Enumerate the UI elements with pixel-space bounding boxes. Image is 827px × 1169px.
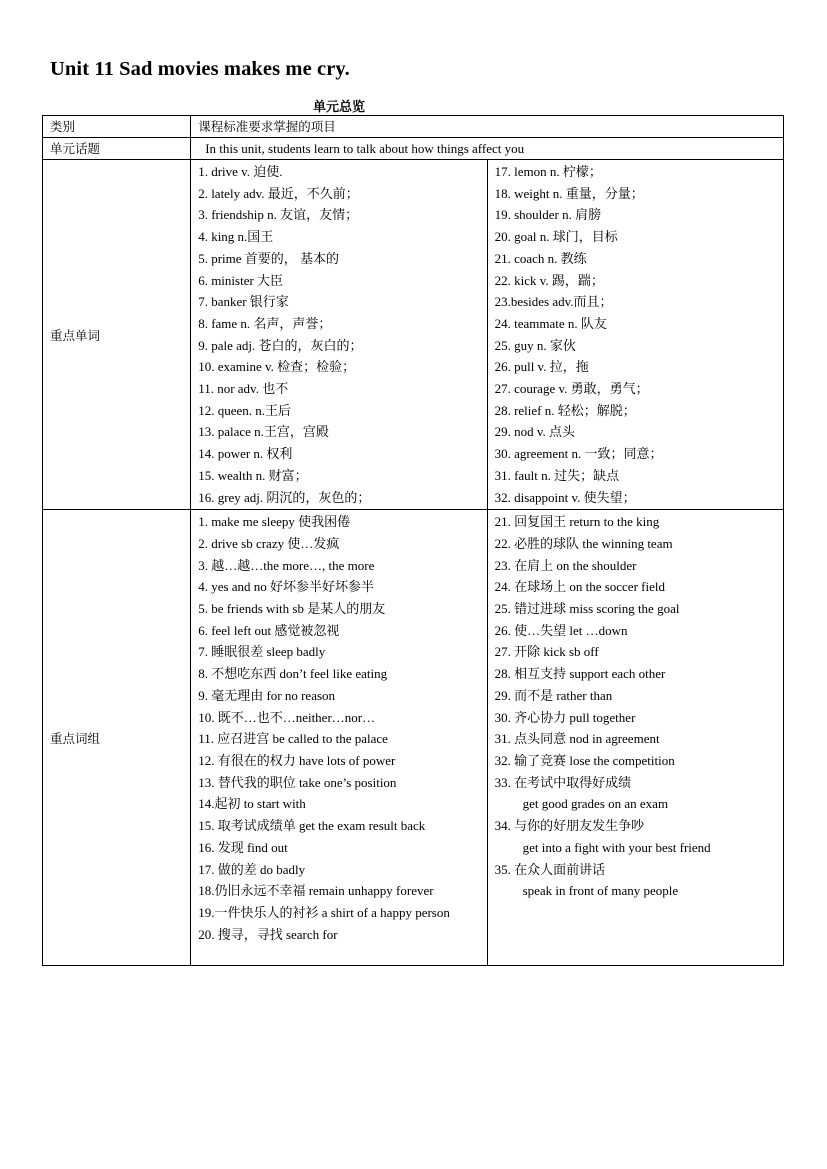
topic-text: In this unit, students learn to talk about how things affect you — [205, 141, 525, 156]
word-item: 30. agreement n. 一致；同意； — [494, 446, 663, 462]
phrase-item: 7. 睡眠很差 sleep badly — [198, 644, 326, 660]
unit-overview-table — [42, 115, 784, 966]
word-item: 28. relief n. 轻松；解脱； — [494, 402, 636, 418]
phrase-item: 33. 在考试中取得好成绩 — [494, 774, 632, 790]
phrase-item: 14.起初 to start with — [198, 796, 306, 812]
phrase-item: 8. 不想吃东西 don’t feel like eating — [198, 666, 388, 682]
key-phrases-row — [43, 510, 784, 966]
phrase-item: get into a fight with your best friend — [522, 839, 711, 855]
key-phrases-left-list — [191, 510, 486, 946]
phrase-item: 3. 越…越…the more…, the more — [198, 557, 375, 573]
word-item: 1. drive v. 迫使. — [198, 164, 283, 179]
header-category-label: 类别 — [50, 119, 76, 134]
word-item: 21. coach n. 教练 — [494, 250, 587, 266]
header-items-cell — [191, 116, 784, 138]
word-item: 12. queen. n.王后 — [198, 402, 291, 418]
overview-heading: 单元总览 — [313, 100, 366, 115]
word-item: 15. wealth n. 财富； — [198, 467, 308, 483]
phrase-item: 19.一件快乐人的衬衫 a shirt of a happy person — [198, 904, 450, 920]
word-item: 7. banker 银行家 — [198, 294, 289, 310]
phrase-item: 28. 相互支持 support each other — [494, 666, 666, 682]
phrase-item: 15. 取考试成绩单 get the exam result back — [198, 818, 426, 834]
phrase-item: 22. 必胜的球队 the winning team — [494, 535, 673, 551]
phrase-item: 4. yes and no 好坏参半好坏参半 — [198, 579, 375, 595]
key-words-label: 重点单词 — [43, 160, 191, 510]
word-item: 22. kick v. 踢，踹； — [494, 272, 604, 288]
word-item: 17. lemon n. 柠檬； — [494, 164, 602, 179]
phrase-item: 11. 应召进宫 be called to the palace — [198, 731, 388, 747]
phrase-item: speak in front of many people — [522, 883, 679, 899]
table-header-row — [43, 116, 784, 138]
topic-label-cell — [43, 138, 191, 160]
word-item: 32. disappoint v. 使失望； — [494, 489, 636, 505]
phrase-item: 27. 开除 kick sb off — [494, 644, 599, 660]
key-words-left-cell — [191, 160, 487, 510]
word-item: 3. friendship n. 友谊，友情； — [198, 207, 359, 223]
word-item: 14. power n. 权利 — [198, 446, 293, 462]
phrase-item: 6. feel left out 感觉被忽视 — [198, 622, 340, 638]
phrase-item: 29. 而不是 rather than — [494, 687, 613, 703]
phrase-item: 23. 在肩上 on the shoulder — [494, 557, 637, 573]
word-item: 10. examine v. 检查；检验； — [198, 359, 356, 375]
header-category-cell — [43, 116, 191, 138]
phrase-item: 32. 输了竞赛 lose the competition — [494, 752, 675, 768]
word-item: 8. fame n. 名声，声誉； — [198, 315, 332, 331]
phrase-item: 25. 错过进球 miss scoring the goal — [494, 601, 680, 617]
phrase-item: 21. 回复国王 return to the king — [494, 514, 660, 530]
key-phrases-left-cell — [191, 510, 487, 966]
key-phrases-right-cell — [487, 510, 783, 966]
phrase-item: 5. be friends with sb 是某人的朋友 — [198, 601, 386, 617]
phrase-item: 34. 与你的好朋友发生争吵 — [494, 818, 645, 834]
word-item: 2. lately adv. 最近，不久前； — [198, 185, 359, 201]
key-phrases-right-list — [488, 510, 783, 903]
phrase-item: 35. 在众人面前讲话 — [494, 861, 606, 877]
phrase-item: 16. 发现 find out — [198, 839, 288, 855]
word-item: 26. pull v. 拉，拖 — [494, 359, 589, 375]
phrase-item: 26. 使…失望 let …down — [494, 622, 628, 638]
key-words-right-list — [488, 160, 783, 509]
word-item: 6. minister 大臣 — [198, 272, 284, 288]
word-item: 18. weight n. 重量，分量； — [494, 185, 644, 201]
word-item: 9. pale adj. 苍白的，灰白的； — [198, 337, 363, 353]
phrase-item: get good grades on an exam — [522, 796, 669, 812]
topic-label: 单元话题 — [50, 141, 101, 156]
word-item: 25. guy n. 家伙 — [494, 337, 576, 353]
phrase-item: 12. 有很在的权力 have lots of power — [198, 752, 396, 768]
word-item: 5. prime 首要的， 基本的 — [198, 250, 340, 266]
word-item: 24. teammate n. 队友 — [494, 315, 607, 331]
word-item: 19. shoulder n. 肩膀 — [494, 207, 602, 223]
document-title: Unit 11 Sad movies makes me cry. — [50, 58, 350, 80]
phrase-item: 31. 点头同意 nod in agreement — [494, 731, 660, 747]
key-words-row — [43, 160, 784, 510]
phrase-item: 17. 做的差 do badly — [198, 861, 306, 877]
word-item: 13. palace n.王宫，宫殿 — [198, 424, 329, 440]
phrase-item: 9. 毫无理由 for no reason — [198, 687, 336, 703]
phrase-item: 30. 齐心协力 pull together — [494, 709, 636, 725]
word-item: 11. nor adv. 也不 — [198, 381, 289, 397]
header-items-label: 课程标准要求掌握的项目 — [198, 119, 336, 134]
key-words-left-list — [191, 160, 486, 509]
key-words-right-cell — [487, 160, 783, 510]
phrase-item: 20. 搜寻，寻找 search for — [198, 926, 338, 942]
word-item: 29. nod v. 点头 — [494, 424, 575, 440]
topic-row — [43, 138, 784, 160]
word-item: 31. fault n. 过失；缺点 — [494, 467, 620, 483]
word-item: 27. courage v. 勇敢，勇气； — [494, 381, 649, 397]
word-item: 20. goal n. 球门，目标 — [494, 229, 618, 245]
phrase-item: 10. 既不…也不…neither…nor… — [198, 709, 376, 725]
word-item: 4. king n.国王 — [198, 229, 274, 245]
phrase-item: 18.仍旧永远不幸福 remain unhappy forever — [198, 883, 434, 899]
phrase-item: 1. make me sleepy 使我困倦 — [198, 514, 351, 530]
phrase-item: 13. 替代我的职位 take one’s position — [198, 774, 397, 790]
topic-text-cell — [191, 138, 784, 160]
word-item: 16. grey adj. 阴沉的，灰色的； — [198, 489, 371, 505]
word-item: 23.besides adv.而且； — [494, 294, 613, 310]
phrase-item: 2. drive sb crazy 使…发疯 — [198, 535, 340, 551]
key-phrases-label: 重点词组 — [43, 510, 191, 966]
phrase-item: 24. 在球场上 on the soccer field — [494, 579, 665, 595]
